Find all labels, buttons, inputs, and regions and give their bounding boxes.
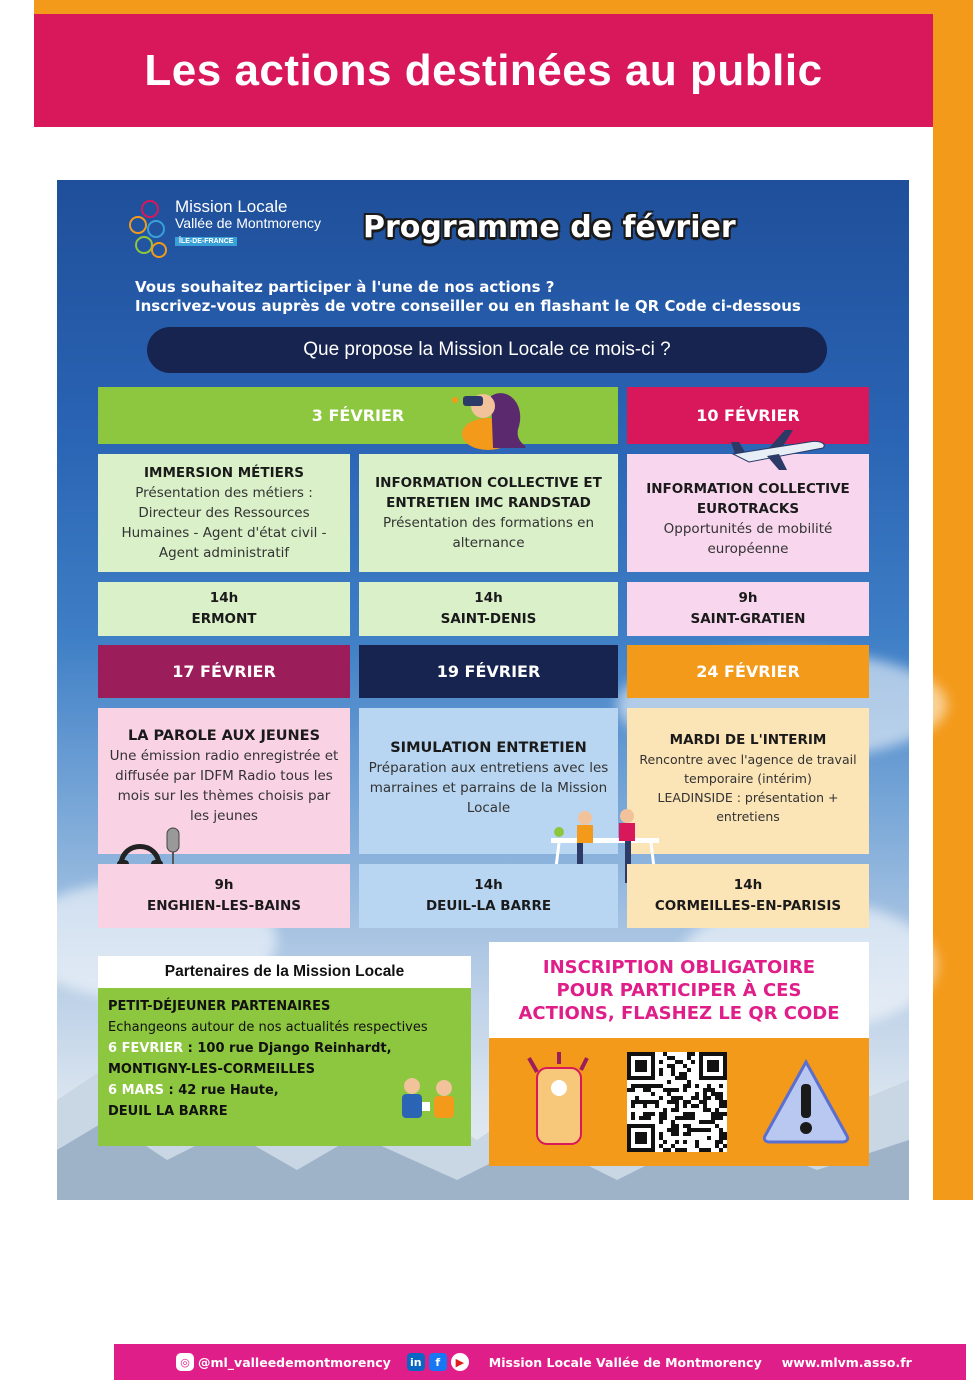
event-title: INFORMATION COLLECTIVE EUROTRACKS (646, 481, 850, 517)
partners-address-city: DEUIL LA BARRE (108, 1104, 228, 1119)
event-description: Présentation des métiers : Directeur des Ressources Humaines - Agent d'état civil - Agent administratif (121, 485, 327, 561)
event-title: INFORMATION COLLECTIVE ET ENTRETIEN IMC RANDSTAD (375, 475, 602, 511)
event-description: Rencontre avec l'agence de travail temporaire (intérim) (639, 752, 857, 786)
warning-icon (761, 1056, 851, 1146)
event-location (98, 864, 350, 928)
top-accent-bar (34, 0, 973, 14)
binoculars-woman-illustration (433, 376, 533, 448)
event-location (98, 582, 350, 636)
event-place: ERMONT (191, 611, 257, 627)
event-card (359, 454, 618, 572)
logo-rings-icon (127, 198, 171, 262)
question-banner: Que propose la Mission Locale ce mois-ci ? (147, 327, 827, 373)
registration-line: ACTIONS, FLASHEZ LE QR CODE (518, 1002, 840, 1024)
event-title: MARDI DE L'INTERIM (669, 732, 827, 748)
event-description: Préparation aux entretiens avec les marraines et parrains de la Mission Locale (368, 760, 609, 816)
right-accent-bar (933, 0, 973, 1200)
event-hour: 9h (738, 590, 758, 606)
poster-footer (114, 1344, 966, 1380)
date-header: 17 FÉVRIER (98, 645, 350, 698)
website-link[interactable]: www.mlvm.asso.fr (781, 1354, 912, 1370)
event-location (627, 864, 869, 928)
phone-scan-icon (523, 1052, 593, 1152)
date-header: 19 FÉVRIER (359, 645, 618, 698)
event-description-extra: LEADINSIDE : présentation + entretiens (657, 790, 839, 824)
organization-name: Mission Locale Vallée de Montmorency (488, 1354, 762, 1370)
partners-event-description: Echangeons autour de nos actualités respectives (108, 1020, 428, 1035)
page-header (34, 14, 933, 127)
partners-address-city: MONTIGNY-LES-CORMEILLES (108, 1062, 316, 1077)
event-place: SAINT-GRATIEN (690, 611, 806, 627)
event-hour: 14h (733, 877, 763, 893)
logo-line2: Vallée de Montmorency (175, 214, 322, 231)
registration-line: INSCRIPTION OBLIGATOIRE (542, 956, 816, 978)
event-hour: 14h (474, 590, 503, 606)
program-title: Programme de février (363, 210, 736, 245)
event-title: SIMULATION ENTRETIEN (390, 740, 587, 756)
facebook-icon[interactable]: f (429, 1353, 447, 1371)
date-header: 3 FÉVRIER (98, 387, 618, 444)
event-location (627, 582, 869, 636)
partners-date: 6 MARS (108, 1083, 164, 1098)
logo-line1: Mission Locale (175, 197, 288, 216)
intro-line: Vous souhaitez participer à l'une de nos actions ? (135, 278, 555, 296)
partners-date: 6 FEVRIER (108, 1041, 184, 1056)
event-place: SAINT-DENIS (440, 611, 537, 627)
instagram-icon[interactable]: ◎ (176, 1353, 194, 1371)
registration-line: POUR PARTICIPER À CES (556, 979, 802, 1001)
event-title: LA PAROLE AUX JEUNES (127, 728, 321, 744)
event-description: Présentation des formations en alternance (382, 515, 595, 551)
event-title: IMMERSION MÉTIERS (144, 465, 304, 481)
event-hour: 9h (214, 877, 234, 893)
event-place: CORMEILLES-EN-PARISIS (654, 898, 842, 914)
event-hour: 14h (209, 590, 239, 606)
partners-heading: Partenaires de la Mission Locale (98, 956, 471, 988)
linkedin-icon[interactable]: in (407, 1353, 425, 1371)
logo-region-badge: ÎLE-DE-FRANCE (175, 237, 237, 246)
instagram-handle[interactable]: @ml_valleedemontmorency (198, 1354, 391, 1370)
event-place: DEUIL-LA BARRE (425, 898, 552, 914)
coffee-people-illustration (394, 1074, 464, 1126)
event-hour: 14h (474, 877, 503, 893)
event-place: ENGHIEN-LES-BAINS (147, 898, 301, 914)
youtube-icon[interactable]: ▶ (451, 1353, 469, 1371)
qr-code-icon[interactable] (627, 1052, 727, 1152)
page-title: Les actions destinées au public (144, 45, 823, 95)
airplane-illustration (729, 428, 829, 472)
intro-line: Inscrivez-vous auprès de votre conseiller ou en flashant le QR Code ci-dessous (135, 297, 801, 315)
date-header: 10 FÉVRIER (627, 387, 869, 444)
qr-code-zone (489, 1038, 869, 1166)
mission-locale-logo (127, 198, 321, 262)
february-program-poster (57, 180, 912, 1370)
date-header: 24 FÉVRIER (627, 645, 869, 698)
partners-address: : 42 rue Haute, (163, 1083, 279, 1098)
event-description: Opportunités de mobilité européenne (663, 521, 833, 557)
intro-text (135, 278, 801, 316)
event-location (359, 864, 618, 928)
event-card (98, 454, 350, 572)
registration-notice (489, 942, 869, 1038)
partners-event-title: PETIT-DÉJEUNER PARTENAIRES (108, 999, 331, 1014)
event-location (359, 582, 618, 636)
event-description: Une émission radio enregistrée et diffusée par IDFM Radio tous les mois sur les thèmes choisis par les jeunes (109, 748, 339, 824)
partners-address: : 100 rue Django Reinhardt, (183, 1041, 392, 1056)
partners-box (98, 956, 471, 1146)
